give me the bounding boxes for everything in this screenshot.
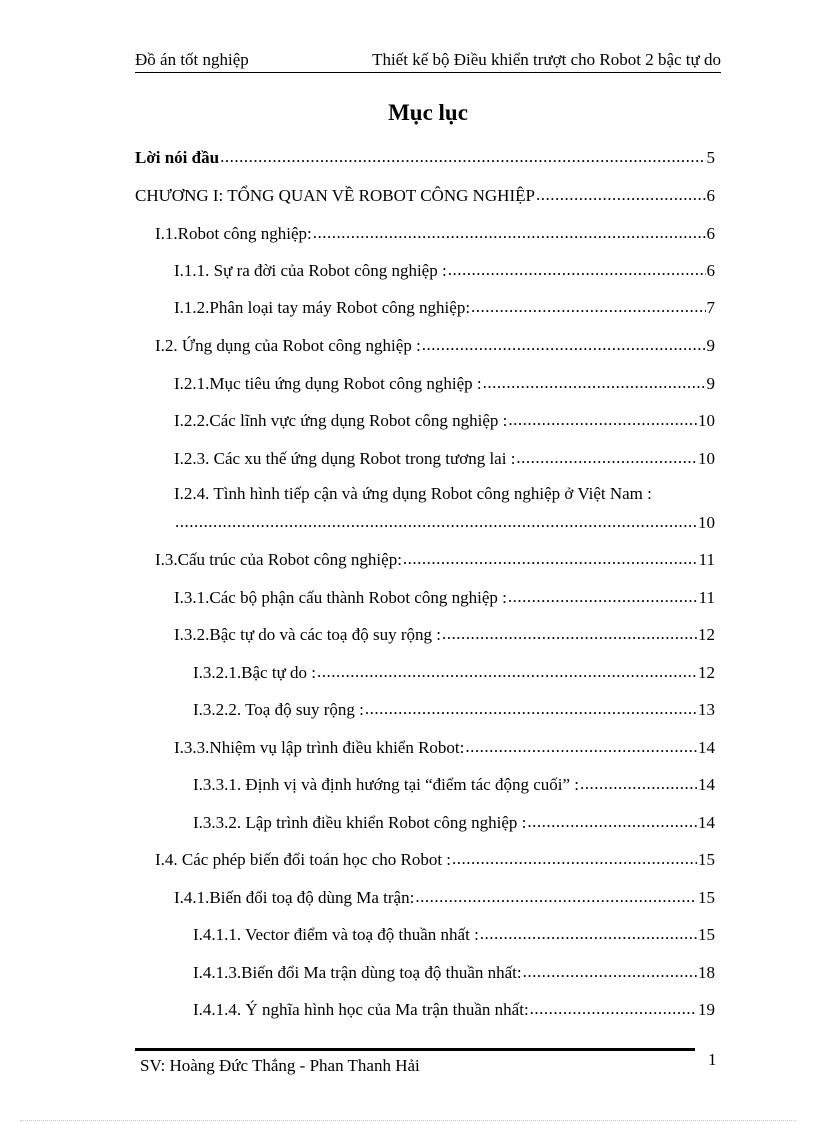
toc-entry-wrapped-label[interactable]: I.2.4. Tình hình tiếp cận và ứng dụng Robot công nghiệp ở Việt Nam : xyxy=(174,484,652,503)
toc-entry[interactable]: I.4. Các phép biến đổi toán học cho Robot : ..... 15 xyxy=(155,848,715,870)
toc-entry[interactable]: I.3.2.2. Toạ độ suy rộng : ..... 13 xyxy=(193,698,715,720)
toc-entry[interactable]: ..... 10 xyxy=(174,511,715,533)
toc-entry[interactable]: I.2.1.Mục tiêu ứng dụng Robot công nghiệp : ..... 9 xyxy=(174,372,715,394)
footer-rule xyxy=(135,1048,695,1051)
toc-entry[interactable]: I.2.3. Các xu thế ứng dụng Robot trong tương lai : ..... 10 xyxy=(174,447,715,469)
toc-entry[interactable]: I.3.Cấu trúc của Robot công nghiệp: ..... 11 xyxy=(155,548,715,570)
toc-entry[interactable]: CHƯƠNG I: TỔNG QUAN VỀ ROBOT CÔNG NGHIỆP ..... 6 xyxy=(135,184,715,206)
footer-authors: SV: Hoàng Đức Thắng - Phan Thanh Hải xyxy=(140,1056,420,1075)
toc-entry[interactable]: I.4.1.4. Ý nghĩa hình học của Ma trận thuần nhất: ..... 19 xyxy=(193,998,715,1020)
page-edge-divider xyxy=(20,1120,796,1121)
toc-entry[interactable]: I.3.1.Các bộ phận cấu thành Robot công nghiệp : ..... 11 xyxy=(174,586,715,608)
header-left: Đồ án tốt nghiệp xyxy=(135,50,249,69)
toc-entry[interactable]: I.3.3.2. Lập trình điều khiển Robot công nghiệp : ..... 14 xyxy=(193,811,715,833)
toc-entry[interactable]: I.4.1.3.Biến đổi Ma trận dùng toạ độ thuần nhất: ..... 18 xyxy=(193,961,715,983)
toc-entry[interactable]: I.3.3.Nhiệm vụ lập trình điều khiển Robot: ..... 14 xyxy=(174,736,715,758)
toc-entry[interactable]: I.4.1.1. Vector điểm và toạ độ thuần nhất : ..... 15 xyxy=(193,923,715,945)
page-title: Mục lục xyxy=(388,100,468,125)
toc-entry[interactable]: I.2.2.Các lĩnh vực ứng dụng Robot công nghiệp : ..... 10 xyxy=(174,409,715,431)
running-header xyxy=(135,50,721,73)
toc-entry[interactable]: I.3.3.1. Định vị và định hướng tại “điểm tác động cuối” : ..... 14 xyxy=(193,773,715,795)
toc-entry[interactable]: I.4.1.Biến đổi toạ độ dùng Ma trận: ..... 15 xyxy=(174,886,715,908)
toc-entry[interactable]: I.1.2.Phân loại tay máy Robot công nghiệp: ..... 7 xyxy=(174,296,715,318)
toc-entry[interactable]: Lời nói đầu ..... 5 xyxy=(135,146,715,168)
toc-entry[interactable]: I.2. Ứng dụng của Robot công nghiệp : ..... 9 xyxy=(155,334,715,356)
header-right: Thiết kế bộ Điều khiển trượt cho Robot 2 bậc tự do xyxy=(372,50,721,69)
toc-entry[interactable]: I.3.2.Bậc tự do và các toạ độ suy rộng : ..... 12 xyxy=(174,623,715,645)
toc-entry[interactable]: I.1.1. Sự ra đời của Robot công nghiệp : ..... 6 xyxy=(174,259,715,281)
toc-entry[interactable]: I.3.2.1.Bậc tự do : ..... 12 xyxy=(193,661,715,683)
page-number: 1 xyxy=(708,1050,717,1069)
toc-entry[interactable]: I.1.Robot công nghiệp: ..... 6 xyxy=(155,222,715,244)
